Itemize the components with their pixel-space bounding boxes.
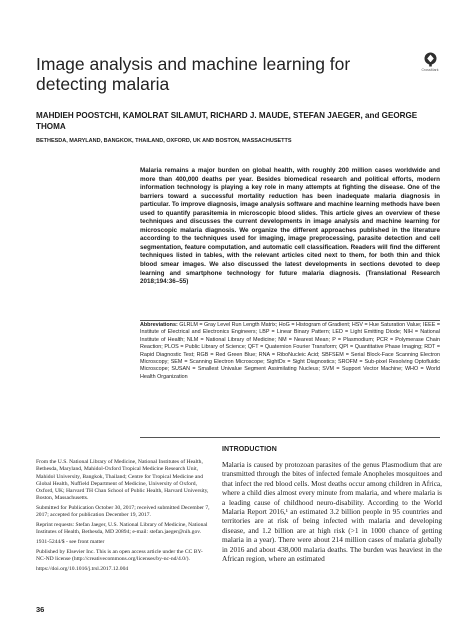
footnote-dates: Submitted for Publication October 30, 2017; received submitted December 7, 2017; accepted for publication December 19, 2017. bbox=[36, 505, 210, 519]
abbreviations-bottom-rule bbox=[140, 437, 440, 438]
introduction-text: Malaria is caused by protozoan parasites of the genus Plasmodium that are transmitted through the bites of infected female Anopheles mosquitoes and that infect the red blood cells. Most deaths occur among children in Africa, where a child dies almost every minute from malaria, and where malaria is a leading cause of childhood neuro-disability. According to the World Malaria Report 2016,¹ an estimated 3.2 billion people in 95 countries and territories are at risk of being infected with malaria and developing disease, and 1.2 billion are at high risk (>1 in 1000 chance of getting malaria in a year). There were about 214 million cases of malaria globally in 2016 and about 438,000 malaria deaths. The burden was heaviest in the African region, where an estimated bbox=[222, 460, 442, 564]
page-number: 36 bbox=[36, 605, 45, 614]
crossmark-label: CrossMark bbox=[421, 68, 439, 72]
abbreviations-top-rule bbox=[140, 320, 440, 321]
crossmark-icon bbox=[424, 52, 437, 67]
abstract: Malaria remains a major burden on global health, with roughly 200 million cases worldwide and more than 400,000 deaths per year. Besides biomedical research and political efforts, modern information technology is playing a key role in many attempts at fighting the disease. One of the barriers toward a successful mortality reduction has been inadequate malaria diagnosis in particular. To improve diagnosis, image analysis software and machine learning methods have been used to quantify parasitemia in microscopic blood slides. This article gives an overview of these techniques and discusses the current developments in image analysis and machine learning for microscopic malaria diagnosis. We organize the different approaches published in the literature according to the techniques used for imaging, image preprocessing, parasite detection and cell segmentation, feature computation, and automatic cell classification. Readers will find the different techniques listed in tables, with the relevant articles cited next to them, for both thin and thick blood smear images. We also discussed the latest developments in sections devoted to deep learning and smartphone technology for future malaria diagnosis. (Translational Research 2018;194:36–55) bbox=[140, 167, 440, 286]
author-list: MAHDIEH POOSTCHI, KAMOLRAT SILAMUT, RICHARD J. MAUDE, STEFAN JAEGER, and GEORGE THOMA bbox=[36, 111, 418, 131]
article-title: Image analysis and machine learning for detecting malaria bbox=[36, 54, 351, 94]
abbreviations bbox=[140, 322, 440, 381]
footnote-reprint: Reprint requests: Stefan Jaeger, U.S. National Library of Medicine, National Institutes of Health, Bethesda, MD 20894; e-mail: stefan.jaeger@nih.gov. bbox=[36, 522, 208, 536]
abbreviations-label: Abbreviations: bbox=[140, 322, 178, 328]
footnote-affiliation: From the U.S. National Library of Medicine, National Institutes of Health, Bethesda, Maryland, Mahidol-Oxford Tropical Medicine Research Unit, Mahidol University, Bangkok, Thailand; Centre for Tropical Medicine and Global Health, Nuffield Department of Medicine, University of Oxford, Oxford, UK; Harvard TH Chan School of Public Health, Harvard University, Boston, Massachusetts. bbox=[36, 459, 209, 502]
author-affiliations: BETHESDA, MARYLAND, BANGKOK, THAILAND, OXFORD, UK AND BOSTON, MASSACHUSETTS bbox=[36, 138, 292, 144]
footnote-issn: 1931-5244/$ - see front matter bbox=[36, 539, 105, 546]
abbreviations-text: GLRLM = Gray Level Run Length Matrix; HoG = Histogram of Gradient; HSV = Hue Saturation Value; IEEE = Institute of Electrical and Electronics Engineers; LBP = Linear Binary Pattern; LED = Light Emitting Diode; NIH = National Institute of Health; NLM = National Library of Medicine; NM = Nearest Mean; P = Plasmodium; PCR = Polymerase Chain Reaction; PLOS = Public Library of Science; QFT = Quaternion Fourier Transform; QPI = Quantitative Phase Imaging; RDT = Rapid Diagnostic Test; RGB = Red Green Blue; RNA = RiboNucleic Acid; SBFSEM = Serial Block-Face Scanning Electron Microscopy; SEM = Scanning Electron Microscope; SightDx = Sight Diagnostics; SROFM = Sub-pixel Resolving Optofluidic Microscope; SUSAN = Smallest Univalue Segment Assimilating Nucleus; SVM = Support Vector Machine; WHO = World Health Organization bbox=[140, 322, 440, 380]
footnote bbox=[36, 459, 210, 576]
footnote-doi-link[interactable]: https://doi.org/10.1016/j.trsl.2017.12.004 bbox=[36, 565, 129, 572]
crossmark-badge[interactable] bbox=[418, 52, 442, 72]
introduction-heading: INTRODUCTION bbox=[222, 446, 277, 453]
footnote-license[interactable]: Published by Elsevier Inc. This is an open access article under the CC BY-NC-ND license (http://creativecommons.org/licenses/by-nc-nd/4.0/). bbox=[36, 548, 203, 563]
